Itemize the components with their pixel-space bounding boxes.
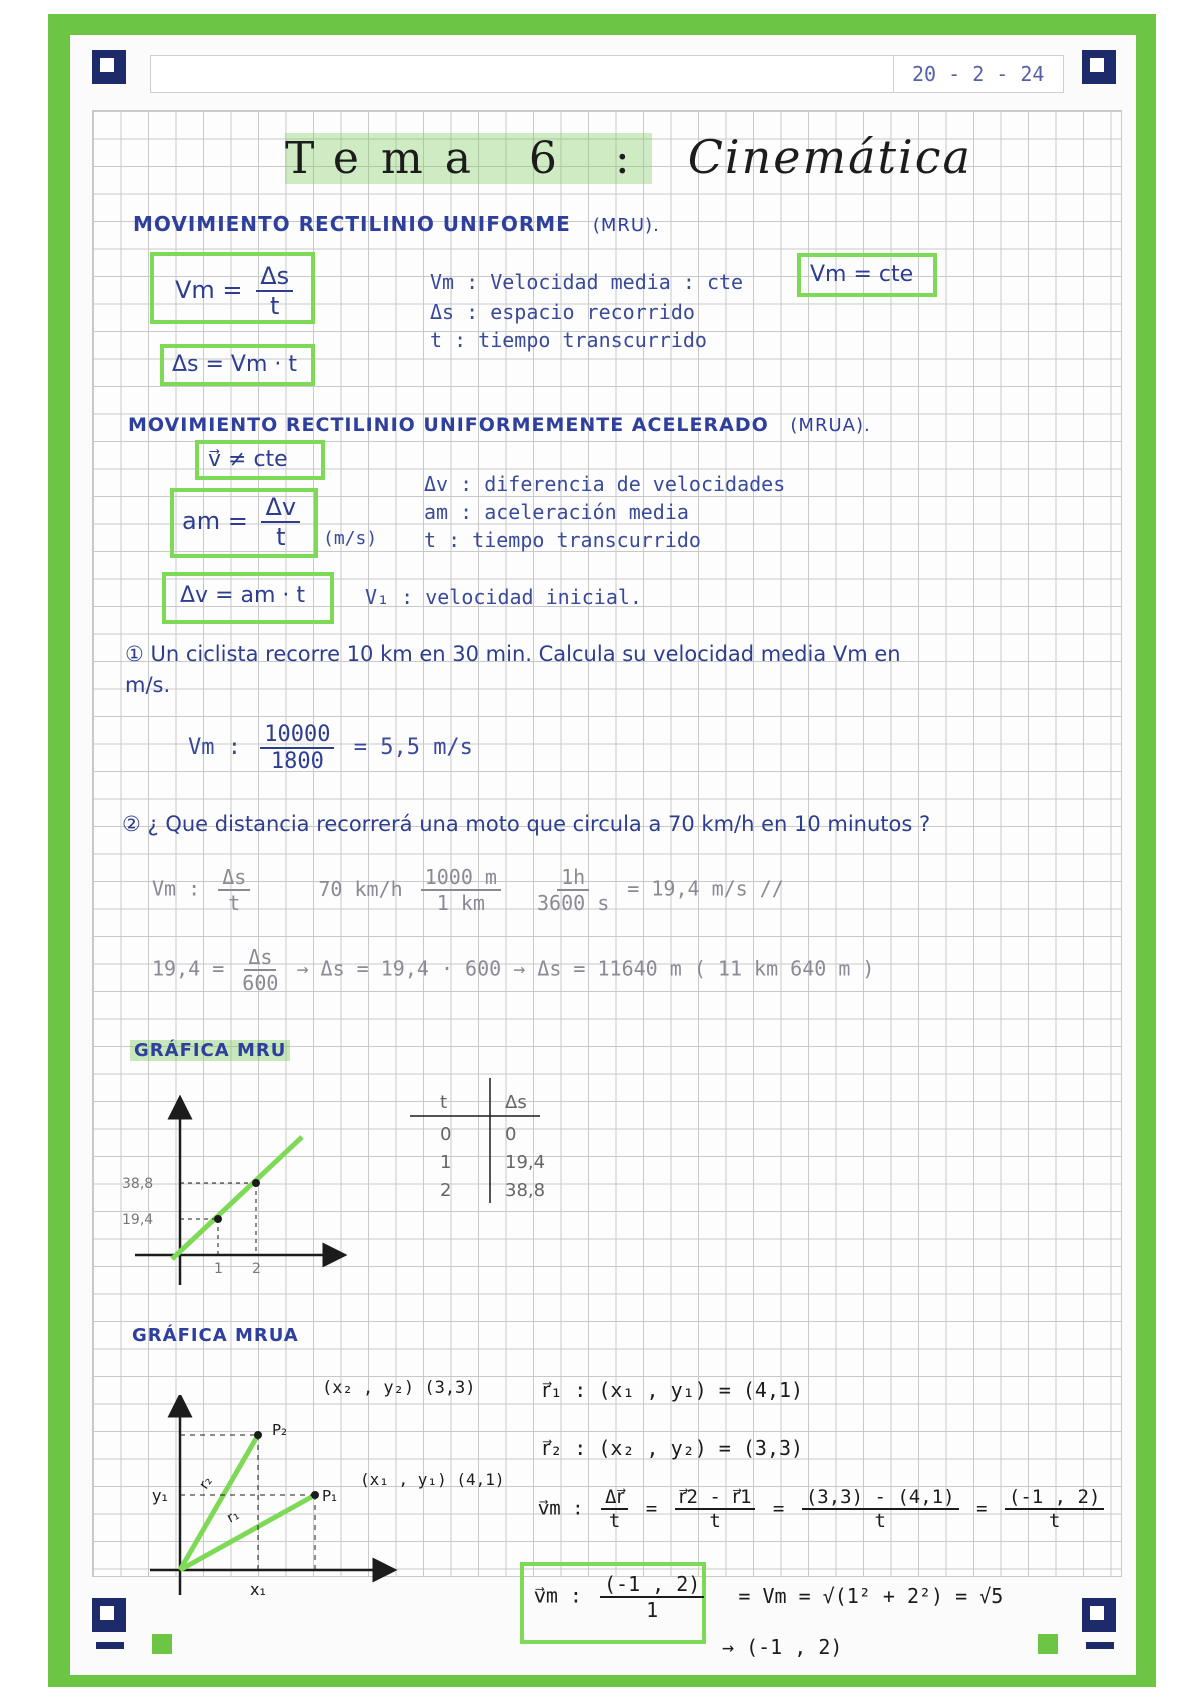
mrua-def-1: Δv : diferencia de velocidades [424, 472, 786, 496]
mrua-formula-2: Δv = am · t [180, 583, 306, 608]
mrua-def-3: t : tiempo transcurrido [424, 528, 701, 552]
mru-heading-text: MOVIMIENTO RECTILINIO UNIFORME [133, 212, 571, 236]
date-field: 20 - 2 - 24 [893, 56, 1063, 92]
mru-y-tick-2: 38,8 [122, 1176, 154, 1192]
ex2-line-2 [152, 945, 874, 995]
e3-f2-num: r⃗2 - r⃗1 [675, 1486, 756, 1510]
mrua-f1-den: t [276, 523, 286, 551]
table-cell-t-2: 2 [440, 1180, 452, 1201]
mrua-heading-text: MOVIMIENTO RECTILINIO UNIFORMEMENTE ACELERADO [128, 414, 769, 436]
e4-num: (-1 , 2) [600, 1572, 704, 1598]
ex2-l2-rest: → Δs = 19,4 · 600 → Δs = 11640 m ( 11 km 640 m ) [296, 956, 875, 981]
mrua-coord-p2: (x₂ , y₂) (3,3) [322, 1378, 476, 1398]
e3-lhs: v⃗m : [538, 1497, 584, 1520]
ex1-num: 10000 [260, 722, 334, 749]
mru-f1-frac [256, 262, 293, 320]
r1-label: r₁ [224, 1507, 242, 1527]
ex2-l1-num: Δs [218, 865, 250, 891]
mru-table [410, 1078, 580, 1208]
p2-label: P₂ [272, 1421, 288, 1439]
mrua-eq-4 [534, 1572, 1003, 1622]
mrua-vector: v⃗ ≠ cte [208, 447, 288, 472]
table-cell-t-1: 1 [440, 1152, 452, 1173]
mru-f1-den: t [269, 292, 280, 320]
graf-mrua-heading: GRÁFICA MRUA [132, 1325, 299, 1346]
ex2-l1-b-num: 1000 m [421, 865, 501, 891]
corner-marker-top-right [1082, 50, 1116, 84]
ex2-statement: ② ¿ Que distancia recorrerá una moto que circula a 70 km/h en 10 minutos ? [122, 812, 931, 836]
mru-x-tick-2: 2 [252, 1261, 261, 1277]
ex2-l1-lhs: Vm : [152, 876, 201, 901]
e3-frac-1 [601, 1486, 628, 1532]
ex2-l1-b-den: 1 km [436, 891, 485, 915]
title-prefix: Tema 6 : [285, 133, 652, 184]
mrua-f1-num: Δv [261, 493, 300, 523]
mrua-f1-frac [261, 493, 300, 551]
mrua-eq-5: → (-1 , 2) [722, 1635, 843, 1659]
mru-formula-1 [175, 262, 299, 320]
ex2-l2-den: 600 [242, 971, 279, 995]
mrua-unit: (m/s) [323, 528, 378, 549]
point-p2 [254, 1431, 262, 1439]
mru-abbr: (MRU). [592, 215, 660, 236]
r2-label: r₂ [196, 1473, 216, 1493]
mrua-heading [128, 414, 871, 436]
corner-marker-top-left [92, 50, 126, 84]
ex2-l1-c-num: 1h [557, 865, 589, 891]
ex2-l1-c-den: 3600 s [537, 891, 610, 915]
mru-f1-lhs: Vm = [175, 276, 243, 304]
e3-f4-den: t [1048, 1510, 1061, 1532]
table-header-t: t [440, 1092, 448, 1113]
mru-def-3: t : tiempo transcurrido [430, 328, 707, 352]
page-title [285, 130, 972, 184]
mrua-def-4: V₁ : velocidad inicial. [365, 585, 642, 609]
bottom-bar-left [96, 1642, 124, 1649]
e3-f3-den: t [874, 1510, 886, 1532]
e3-f3-num: (3,3) - (4,1) [802, 1486, 959, 1510]
ex2-l2-lhs: 19,4 = [152, 956, 225, 981]
mrua-def-2: am : aceleración media [424, 500, 689, 524]
ex1-rhs: = 5,5 m/s [353, 735, 473, 760]
mrua-eq-2: r⃗₂ : (x₂ , y₂) = (3,3) [542, 1436, 804, 1460]
ex1-statement: ① Un ciclista recorre 10 km en 30 min. Calcula su velocidad media Vm en [125, 642, 901, 666]
ex2-l1-res: = 19,4 m/s // [627, 876, 784, 901]
mru-y-tick-1: 19,4 [122, 1212, 154, 1228]
mrua-chart [130, 1395, 400, 1610]
ex1-frac [260, 722, 334, 774]
ex2-l2-frac [242, 945, 278, 995]
mrua-abbr: (MRUA). [790, 415, 871, 436]
mrua-eq-1: r⃗₁ : (x₁ , y₁) = (4,1) [542, 1378, 804, 1402]
mru-heading [133, 212, 660, 236]
mru-formula-2: Δs = Vm · t [172, 352, 298, 377]
ex1-statement-2: m/s. [125, 673, 171, 697]
e3-f1-num: Δr⃗ [601, 1486, 628, 1510]
table-header-ds: Δs [505, 1092, 527, 1113]
mru-chart [120, 1095, 350, 1295]
e3-frac-3 [802, 1486, 959, 1532]
e4-den: 1 [646, 1598, 659, 1622]
e4-lhs: v⃗m : [534, 1583, 582, 1608]
mru-def-1: Vm : Velocidad media : cte [430, 270, 744, 294]
e3-f2-den: t [709, 1510, 721, 1532]
mrua-formula-1 [182, 493, 306, 551]
ex2-l1-frac [218, 865, 250, 915]
p1-label: P₁ [322, 1487, 338, 1505]
mru-f1-num: Δs [256, 262, 293, 292]
ex2-l2-num: Δs [244, 945, 276, 971]
mru-point-2 [252, 1179, 260, 1187]
table-cell-t-0: 0 [440, 1124, 452, 1145]
x1-label: x₁ [250, 1580, 266, 1599]
point-p1 [311, 1491, 319, 1499]
mrua-f1-lhs: am = [182, 507, 248, 535]
e4-frac [600, 1572, 704, 1622]
mrua-eq-3: v⃗m : $\frac{\Delta r⃗}{t}$ = $\frac{r⃗2 - r⃗1}{t}$ = $\frac{(3,3) - (4,1)}{t}$ = $\frac{(-1 , 2)}{t}$ [538, 1486, 1110, 1532]
ex1-solution [188, 722, 473, 774]
table-cell-ds-0: 0 [505, 1124, 517, 1145]
ex2-l1-den: t [228, 891, 241, 915]
e4-rhs: = Vm = √(1² + 2²) = √5 [738, 1583, 1004, 1608]
ex2-line-1 [152, 865, 784, 915]
corner-marker-bottom-left [92, 1598, 126, 1632]
e3-f1-den: t [608, 1510, 621, 1532]
mru-x-tick-1: 1 [214, 1261, 223, 1277]
corner-marker-bottom-right [1082, 1598, 1116, 1632]
mru-cte-text: Vm = cte [810, 262, 914, 287]
green-marker-left [152, 1634, 172, 1654]
mru-series-line [172, 1137, 302, 1259]
title-main: Cinemática [687, 130, 972, 184]
e3-frac-4 [1005, 1486, 1105, 1532]
graf-mru-heading: GRÁFICA MRU [130, 1040, 290, 1061]
header-bar [150, 55, 1064, 93]
table-cell-ds-1: 19,4 [505, 1152, 546, 1173]
bottom-bar-right [1086, 1642, 1114, 1649]
e3-frac-2 [675, 1486, 756, 1532]
e3-f4-num: (-1 , 2) [1005, 1486, 1105, 1510]
mru-point-1 [214, 1215, 222, 1223]
ex1-den: 1800 [270, 749, 324, 774]
mru-def-2: Δs : espacio recorrido [430, 300, 695, 324]
ex2-l1-b [421, 865, 501, 915]
ex1-lhs: Vm : [188, 735, 241, 760]
green-marker-right [1038, 1634, 1058, 1654]
ex2-l1-a: 70 km/h [318, 876, 403, 901]
ex2-l1-c [537, 865, 609, 915]
table-cell-ds-2: 38,8 [505, 1180, 546, 1201]
mrua-coord-p1: (x₁ , y₁) (4,1) [360, 1470, 505, 1489]
y1-label: y₁ [152, 1486, 168, 1505]
